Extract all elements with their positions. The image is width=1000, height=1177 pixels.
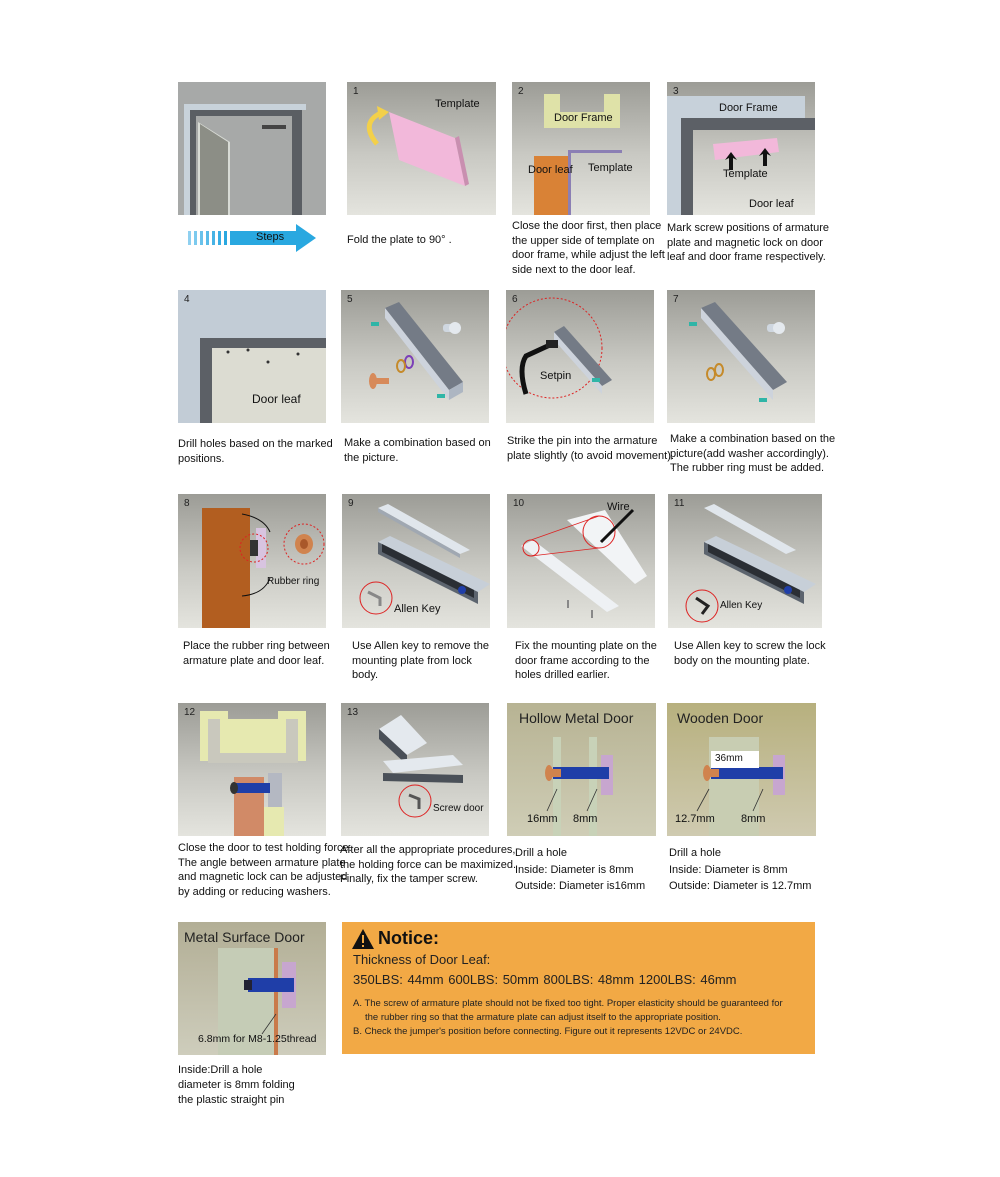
step-number: 1 xyxy=(353,86,359,97)
allen-key-label: Allen Key xyxy=(720,600,763,611)
dimension-12-7mm: 12.7mm xyxy=(675,813,715,825)
wooden-door-panel xyxy=(667,703,816,836)
step-5-panel xyxy=(341,290,489,423)
door-leaf-label: Door leaf xyxy=(749,198,794,210)
caption-step-13: After all the appropriate procedures, the holding force can be maximized. Finally, fix the tamper screw. xyxy=(340,844,517,885)
step-number: 3 xyxy=(673,86,679,97)
caption-step-3: Mark screw positions of armature plate and magnetic lock on door leaf and door frame respectively. xyxy=(667,222,829,263)
step-number: 11 xyxy=(674,498,685,509)
fix-mounting-plate-illustration xyxy=(507,494,655,628)
caption-step-5: Make a combination based on the picture. xyxy=(344,437,491,464)
caption-step-7: Make a combination based on the picture(add washer accordingly). The rubber ring must be added. xyxy=(670,433,836,474)
door-leaf-thickness-values: 350LBS: 44mm 600LBS: 50mm 800LBS: 48mm 1200LBS: 46mm xyxy=(353,972,737,987)
notice-note-a: A. The screw of armature plate should not be fixed too tight. Proper elasticity should be guaranteed for xyxy=(353,998,783,1009)
step-3-panel xyxy=(667,82,815,215)
step-12-panel xyxy=(178,703,326,836)
steps-label: Steps xyxy=(256,231,285,243)
step-4-panel xyxy=(178,290,326,423)
step-11-panel xyxy=(668,494,822,628)
caption-step-9: Use Allen key to remove the mounting plate from lock body. xyxy=(352,640,489,681)
caption-wooden-door: Drill a hole Inside: Diameter is 8mm Outside: Diameter is 12.7mm xyxy=(669,847,812,892)
caption-step-11: Use Allen key to screw the lock body on the mounting plate. xyxy=(674,640,826,667)
door-leaf-label: Door leaf xyxy=(528,164,573,176)
template-label: Template xyxy=(723,168,768,180)
notice-title: Notice: xyxy=(378,928,440,948)
dimension-8mm: 8mm xyxy=(741,813,766,825)
strike-pin-illustration xyxy=(506,290,654,423)
allen-key-label: Allen Key xyxy=(394,603,441,615)
door-frame-label: Door Frame xyxy=(719,102,778,114)
test-holding-force-illustration xyxy=(178,703,326,836)
intro-panel xyxy=(178,82,326,215)
dimension-16mm: 16mm xyxy=(527,813,558,825)
wire-label: Wire xyxy=(607,501,630,513)
notice-note-a-continued: the rubber ring so that the armature plate can adjust itself to the appropriate position. xyxy=(365,1012,721,1023)
step-number: 12 xyxy=(184,707,196,718)
combination-washer-illustration xyxy=(667,290,815,423)
step-number: 13 xyxy=(347,707,359,718)
hollow-metal-door-panel xyxy=(507,703,656,836)
step-13-panel xyxy=(341,703,489,836)
step-number: 10 xyxy=(513,498,525,509)
dimension-36mm: 36mm xyxy=(711,751,759,768)
setpin-label: Setpin xyxy=(540,370,572,382)
caption-step-2: Close the door first, then place the upper side of template on door frame, while adjust the left side next to the door leaf. xyxy=(512,220,665,276)
template-label: Template xyxy=(588,162,633,174)
caption-step-10: Fix the mounting plate on the door frame according to the holes drilled earlier. xyxy=(515,640,657,681)
step-7-panel xyxy=(667,290,815,423)
notice-note-b: B. Check the jumper's position before connecting. Figure out it represents 12VDC or 24VDC. xyxy=(353,1026,743,1037)
warning-icon xyxy=(352,929,374,949)
wooden-door-title: Wooden Door xyxy=(677,710,764,726)
caption-hollow-metal-door: Drill a hole Inside: Diameter is 8mm Outside: Diameter is16mm xyxy=(515,847,646,892)
caption-metal-surface-door: Inside:Drill a hole diameter is 8mm folding the plastic straight pin xyxy=(178,1064,295,1106)
door-leaf-label: Door leaf xyxy=(252,392,301,406)
steps-arrow xyxy=(184,224,318,252)
tamper-screw-illustration xyxy=(341,703,489,836)
combination-illustration xyxy=(341,290,489,423)
metal-surface-door-panel xyxy=(178,922,326,1055)
template-placement-illustration xyxy=(512,82,650,215)
step-number: 4 xyxy=(184,294,190,305)
step-1-panel xyxy=(347,82,496,215)
caption-step-6: Strike the pin into the armature plate slightly (to avoid movement). xyxy=(507,435,674,462)
hollow-metal-door-title: Hollow Metal Door xyxy=(519,710,634,726)
step-8-panel xyxy=(178,494,326,628)
rubber-ring-label: Rubber ring xyxy=(267,576,320,587)
notice-subtitle: Thickness of Door Leaf: xyxy=(353,952,491,967)
screw-door-label: Screw door xyxy=(433,803,484,814)
template-label: Template xyxy=(435,98,480,110)
step-number: 5 xyxy=(347,294,353,305)
notice-box xyxy=(342,922,815,1054)
step-number: 7 xyxy=(673,294,679,305)
step-number: 9 xyxy=(348,498,354,509)
rubber-ring-illustration xyxy=(178,494,326,628)
door-frame-label: Door Frame xyxy=(554,112,613,124)
metal-surface-door-title: Metal Surface Door xyxy=(184,929,305,945)
caption-step-8: Place the rubber ring between armature plate and door leaf. xyxy=(183,640,330,667)
caption-step-4: Drill holes based on the marked positions. xyxy=(178,438,333,465)
caption-step-1: Fold the plate to 90° . xyxy=(347,234,452,246)
thread-dimension-label: 6.8mm for M8-1.25thread xyxy=(198,1033,317,1045)
door-frame-illustration xyxy=(178,82,326,215)
step-number: 2 xyxy=(518,86,524,97)
step-9-panel xyxy=(342,494,490,628)
step-number: 8 xyxy=(184,498,190,509)
step-number: 6 xyxy=(512,294,518,305)
dimension-8mm: 8mm xyxy=(573,813,598,825)
step-2-panel xyxy=(512,82,650,215)
step-6-panel xyxy=(506,290,654,423)
caption-step-12: Close the door to test holding force. The angle between armature plate and magnetic lock can be adjusted by adding or reducing washers. xyxy=(178,842,352,898)
step-10-panel xyxy=(507,494,655,628)
